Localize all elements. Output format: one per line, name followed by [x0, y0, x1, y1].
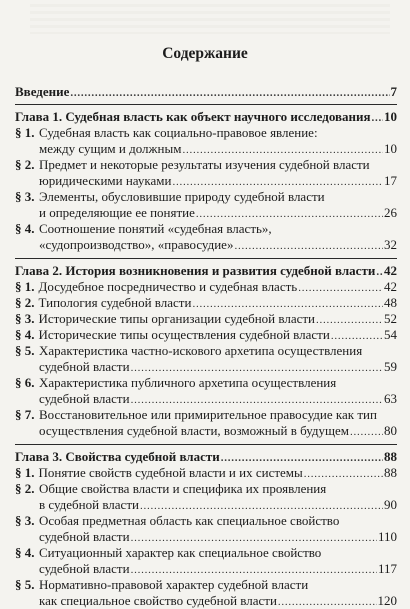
toc-item: § 4. Исторические типы осуществления судебной власти . . . 54 — [15, 327, 397, 343]
toc-item: § 1. Досудебное посредничество и судебная власть . . . 42 — [15, 279, 397, 295]
toc-item: § 3. Элементы, обусловившие природу судебной власти — [15, 189, 325, 204]
toc-item: § 2. Общие свойства власти и специфика их проявления — [15, 481, 327, 496]
toc-item: § 1. Понятие свойств судебной власти и их системы . . . 88 — [15, 465, 397, 481]
toc-chapter-3 — [15, 449, 397, 465]
toc-intro-page: 7 — [390, 84, 397, 99]
section-divider — [15, 258, 397, 259]
chapter-1-title: Глава 1. Судебная власть как объект научного исследования — [15, 109, 371, 124]
toc-item: § 4. Соотношение понятий «судебная власть», — [15, 221, 272, 236]
toc-item: § 5. Характеристика частно-искового архетипа осуществления — [15, 343, 363, 358]
toc-item-cont: судебной власти . . . 110 — [39, 529, 397, 545]
toc-item-cont: судебной власти . . . 59 — [39, 359, 397, 375]
section-divider — [15, 444, 397, 445]
toc-intro-label: Введение — [15, 84, 70, 99]
toc-item: § 3. Исторические типы организации судебной власти . . . 52 — [15, 311, 397, 327]
toc-item: § 5. Нормативно-правовой характер судебной власти — [15, 577, 309, 592]
toc-item-cont: между сущим и должным . . . 10 — [39, 141, 397, 157]
toc-item-cont: «судопроизводство», «правосудие» . . . 32 — [39, 237, 397, 253]
toc-item-cont: как специальное свойство судебной власти . . . 120 — [39, 593, 397, 609]
chapter-2-title: Глава 2. История возникновения и развития судебной власти — [15, 263, 376, 278]
toc-item: § 3. Особая предметная область как специальное свойство — [15, 513, 340, 528]
toc-chapter-1 — [15, 109, 397, 125]
chapter-3-title: Глава 3. Свойства судебной власти — [15, 449, 220, 464]
chapter-2-page: 42 — [384, 263, 397, 278]
toc-item: § 4. Ситуационный характер как специальное свойство — [15, 545, 322, 560]
toc-item: § 6. Характеристика публичного архетипа осуществления — [15, 375, 337, 390]
toc-item-cont: и определяющие ее понятие . . . 26 — [39, 205, 397, 221]
chapter-3-page: 88 — [384, 449, 397, 464]
toc-item-cont: юридическими науками . . . 17 — [39, 173, 397, 189]
toc-item: § 1. Судебная власть как социально-правовое явление: — [15, 125, 318, 140]
bleed-through-text — [30, 4, 390, 34]
toc-chapter-2 — [15, 263, 397, 279]
toc-item-cont: осуществления судебной власти, возможный в будущем . . . 80 — [39, 423, 397, 439]
toc-item: § 2. Предмет и некоторые результаты изучения судебной власти — [15, 157, 370, 172]
page-title: Содержание — [162, 45, 248, 62]
toc-item-cont: судебной власти . . . 63 — [39, 391, 397, 407]
section-divider — [15, 104, 397, 105]
toc-item-cont: в судебной власти . . . 90 — [39, 497, 397, 513]
chapter-1-page: 10 — [384, 109, 397, 124]
toc-intro — [15, 84, 397, 100]
toc-item: § 7. Восстановительное или примирительное правосудие как тип — [15, 407, 377, 422]
toc-item: § 2. Типология судебной власти . . . 48 — [15, 295, 397, 311]
toc-item-cont: судебной власти . . . 117 — [39, 561, 397, 577]
